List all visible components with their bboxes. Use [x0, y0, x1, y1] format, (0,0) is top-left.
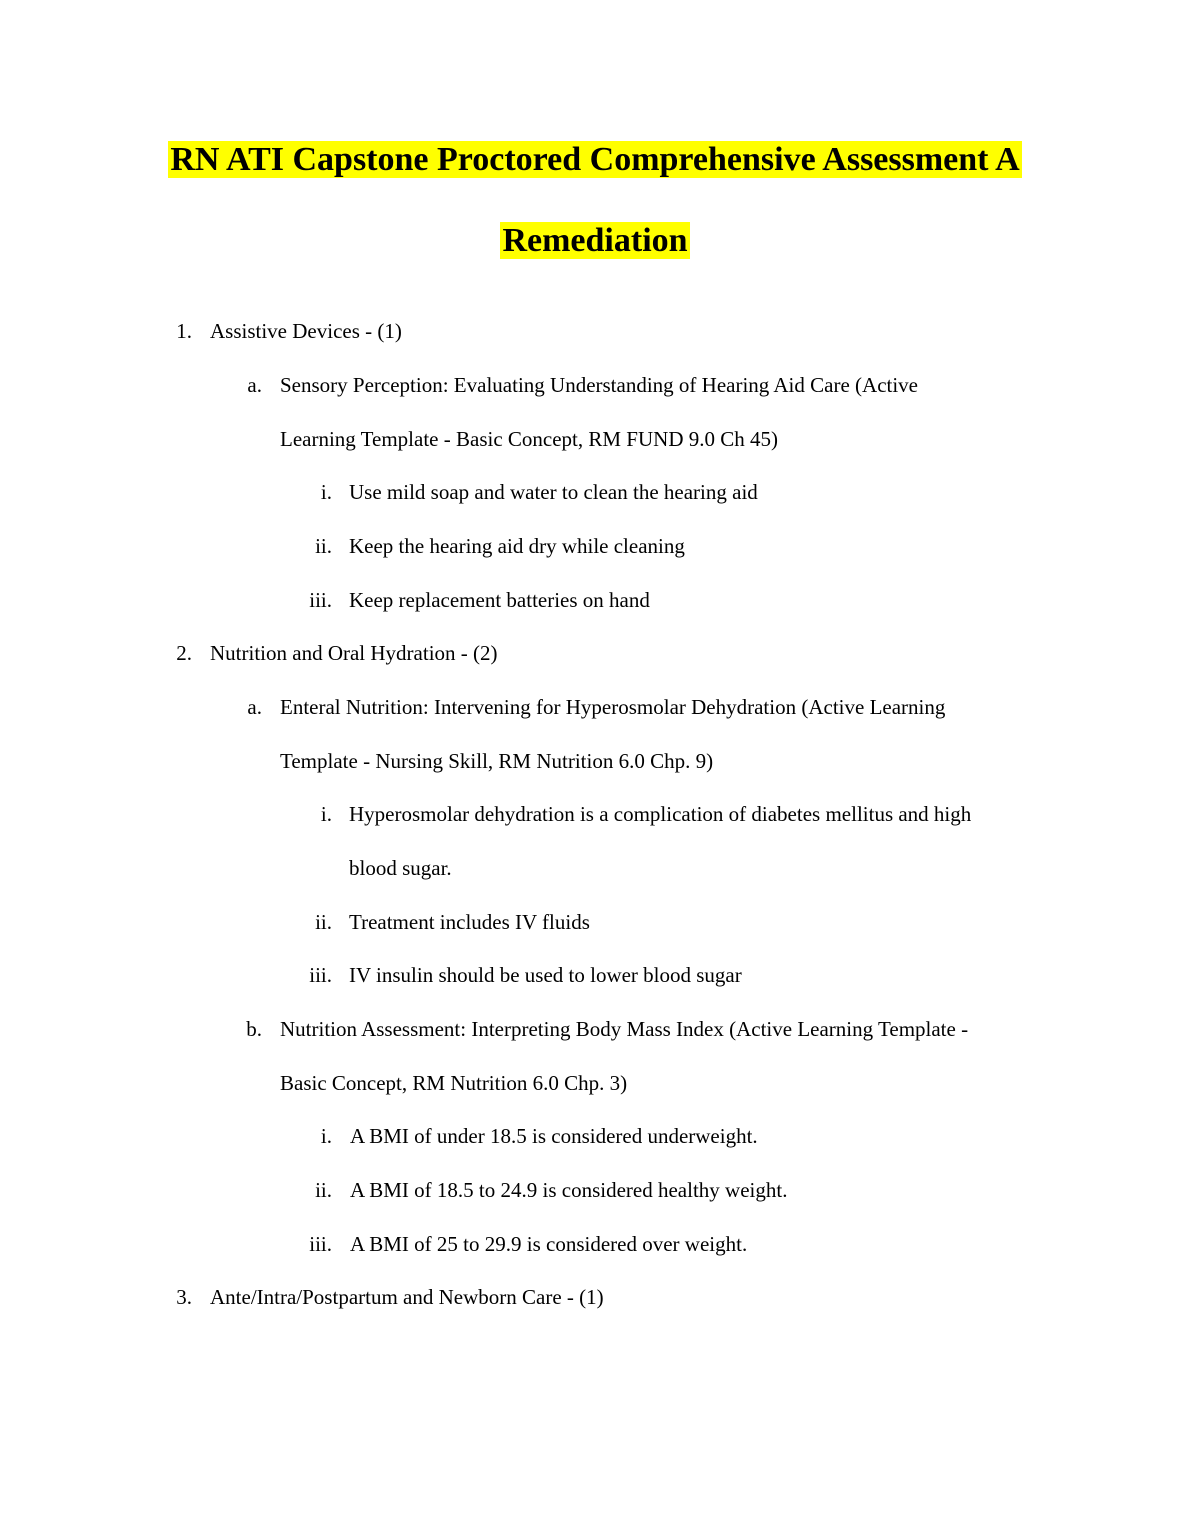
list-letter: a.: [247, 373, 262, 397]
list-number: 1.: [176, 319, 192, 343]
subsection-text: Nutrition Assessment: Interpreting Body Mass Index (Active Learning Template -: [280, 1017, 969, 1041]
title-text-2: Remediation: [502, 222, 688, 259]
list-letter: a.: [247, 695, 262, 719]
document-title-line-1: [0, 140, 1190, 180]
list-roman: iii.: [309, 1232, 332, 1256]
list-roman: i.: [320, 480, 332, 504]
list-number: 2.: [176, 641, 192, 665]
list-roman: ii.: [315, 534, 332, 558]
subsection-text: Sensory Perception: Evaluating Understanding of Hearing Aid Care (Active: [280, 373, 918, 397]
list-item: Treatment includes IV fluids: [349, 910, 590, 934]
list-roman: iii.: [309, 963, 332, 987]
list-roman: ii.: [315, 1178, 332, 1202]
list-item: Keep the hearing aid dry while cleaning: [349, 534, 685, 558]
section-heading: Ante/Intra/Postpartum and Newborn Care - (1): [210, 1285, 604, 1309]
list-roman: i.: [320, 802, 332, 826]
subsection-text: Enteral Nutrition: Intervening for Hyperosmolar Dehydration (Active Learning: [280, 695, 946, 719]
list-item-cont: blood sugar.: [349, 856, 452, 880]
subsection-text-cont: Template - Nursing Skill, RM Nutrition 6.0 Chp. 9): [280, 749, 714, 773]
list-letter: b.: [246, 1017, 262, 1041]
list-roman: ii.: [315, 910, 332, 934]
list-number: 3.: [176, 1285, 192, 1309]
list-item: Keep replacement batteries on hand: [349, 588, 650, 612]
list-item: A BMI of 25 to 29.9 is considered over weight.: [350, 1232, 748, 1256]
list-roman: iii.: [309, 588, 332, 612]
list-item: Hyperosmolar dehydration is a complication of diabetes mellitus and high: [349, 802, 972, 826]
list-item: A BMI of under 18.5 is considered underweight.: [350, 1124, 758, 1148]
list-item: IV insulin should be used to lower blood sugar: [349, 963, 742, 987]
document-title-line-2: [0, 221, 1190, 261]
section-heading: Nutrition and Oral Hydration - (2): [210, 641, 498, 665]
subsection-text-cont: Learning Template - Basic Concept, RM FUND 9.0 Ch 45): [280, 427, 778, 451]
section-heading: Assistive Devices - (1): [210, 319, 402, 343]
subsection-text-cont: Basic Concept, RM Nutrition 6.0 Chp. 3): [280, 1071, 628, 1095]
list-item: A BMI of 18.5 to 24.9 is considered healthy weight.: [350, 1178, 788, 1202]
list-item: Use mild soap and water to clean the hearing aid: [349, 480, 758, 504]
list-roman: i.: [320, 1124, 332, 1148]
title-text-1: RN ATI Capstone Proctored Comprehensive Assessment A: [170, 141, 1020, 178]
